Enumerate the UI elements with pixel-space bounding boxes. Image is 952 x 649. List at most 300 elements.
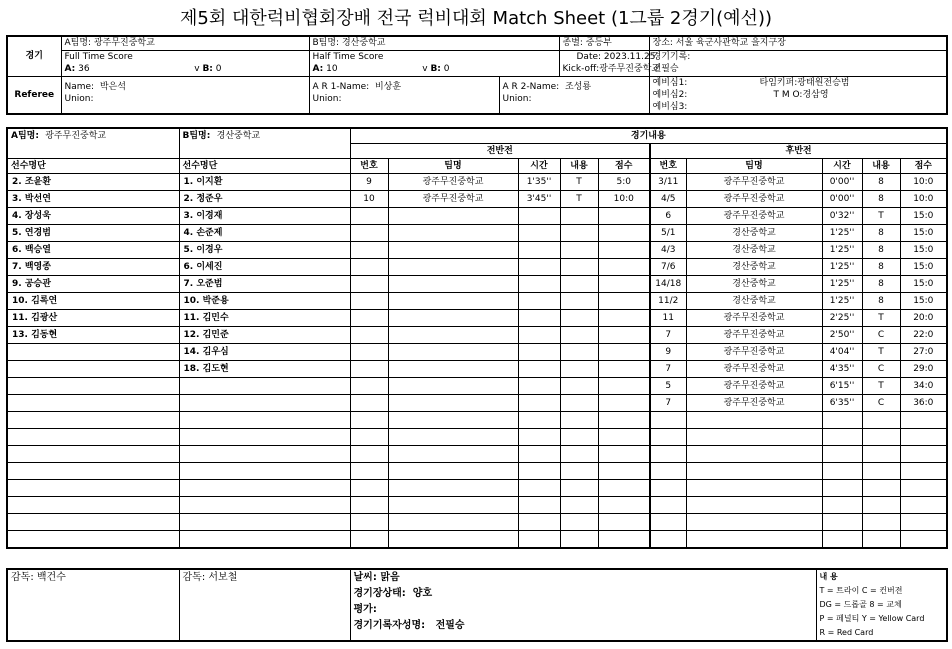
b-player: 4. 손준제 (179, 225, 350, 242)
table-row (7, 208, 947, 225)
col-team: 팀명 (388, 159, 518, 174)
second-half-score: 22:0 (900, 327, 947, 344)
first-half-time: 1'35'' (518, 174, 560, 191)
b-player: 3. 이경재 (179, 208, 350, 225)
second-half-time: 0'00'' (822, 174, 862, 191)
second-half-no (650, 531, 686, 549)
first-half-content (560, 276, 598, 293)
first-half-team (388, 446, 518, 463)
second-half-content: T (862, 208, 900, 225)
first-half-content (560, 208, 598, 225)
b-player: 11. 김민수 (179, 310, 350, 327)
first-half-score (598, 446, 650, 463)
first-half-time (518, 531, 560, 549)
second-half-content: T (862, 310, 900, 327)
b-coach-cell: 감독: 서보철 (179, 569, 350, 641)
table-row (7, 293, 947, 310)
second-half-score: 36:0 (900, 395, 947, 412)
a-player (7, 497, 179, 514)
second-half-team (686, 429, 822, 446)
first-half-no (350, 446, 388, 463)
b-team-name: 경산중학교 (341, 38, 386, 48)
second-half-score: 15:0 (900, 208, 947, 225)
first-half-time (518, 378, 560, 395)
referee-cell: Name: 박은석 Union: (61, 76, 309, 114)
first-half-no (350, 429, 388, 446)
first-half-heading: 전반전 (350, 144, 650, 159)
first-half-time (518, 446, 560, 463)
first-half-score (598, 344, 650, 361)
first-half-team: 광주무진중학교 (388, 191, 518, 208)
first-half-time (518, 242, 560, 259)
second-half-no (650, 446, 686, 463)
second-half-score: 27:0 (900, 344, 947, 361)
b-player (179, 429, 350, 446)
recorder: 전필승 (435, 620, 465, 631)
first-half-time (518, 480, 560, 497)
first-half-score (598, 463, 650, 480)
b-player: 2. 정준우 (179, 191, 350, 208)
second-half-team (686, 497, 822, 514)
b-player (179, 378, 350, 395)
b-team-heading: B팀명: 경산중학교 (179, 128, 350, 159)
second-half-team: 광주무진중학교 (686, 395, 822, 412)
second-half-team (686, 480, 822, 497)
first-half-team (388, 242, 518, 259)
match-content-table (6, 127, 948, 549)
a-player (7, 463, 179, 480)
first-half-no (350, 310, 388, 327)
b-player: 6. 이세진 (179, 259, 350, 276)
second-half-no: 11/2 (650, 293, 686, 310)
first-half-score (598, 259, 650, 276)
a-player (7, 378, 179, 395)
first-half-team (388, 497, 518, 514)
second-half-time (822, 412, 862, 429)
second-half-time: 4'35'' (822, 361, 862, 378)
b-team-cell: B팀명: 경산중학교 (309, 36, 559, 50)
second-half-score (900, 480, 947, 497)
first-half-no (350, 497, 388, 514)
first-half-content (560, 463, 598, 480)
first-half-score (598, 208, 650, 225)
first-half-score (598, 310, 650, 327)
col2-team: 팀명 (686, 159, 822, 174)
a-player: 13. 김동현 (7, 327, 179, 344)
second-half-score: 15:0 (900, 225, 947, 242)
first-half-team (388, 514, 518, 531)
second-half-score: 34:0 (900, 378, 947, 395)
conditions-cell: 날씨: 맑음 경기장상태: 양호 평가: 경기기록자성명: 전필승 (350, 569, 816, 641)
first-half-time (518, 310, 560, 327)
second-half-team (686, 446, 822, 463)
first-half-content (560, 310, 598, 327)
a-player (7, 361, 179, 378)
second-half-team (686, 463, 822, 480)
table-row (7, 327, 947, 344)
second-half-no: 4/5 (650, 191, 686, 208)
second-half-content: 8 (862, 242, 900, 259)
second-half-no: 4/3 (650, 242, 686, 259)
second-half-no: 7 (650, 327, 686, 344)
second-half-no: 7/6 (650, 259, 686, 276)
weather: 맑음 (380, 572, 400, 583)
first-half-team (388, 259, 518, 276)
second-half-team: 경산중학교 (686, 293, 822, 310)
second-half-no: 5 (650, 378, 686, 395)
first-half-team (388, 531, 518, 549)
table-row (7, 514, 947, 531)
second-half-team: 경산중학교 (686, 242, 822, 259)
first-half-score: 10:0 (598, 191, 650, 208)
second-half-content: 8 (862, 259, 900, 276)
second-half-content: 8 (862, 293, 900, 310)
second-half-team: 광주무진중학교 (686, 208, 822, 225)
half-time-score: Half Time Score A: 10 v B: 0 (309, 50, 559, 76)
second-half-team (686, 531, 822, 549)
second-half-score (900, 412, 947, 429)
a-player: 3. 박선연 (7, 191, 179, 208)
first-half-content (560, 293, 598, 310)
first-half-no (350, 361, 388, 378)
first-half-content (560, 378, 598, 395)
second-half-no: 7 (650, 395, 686, 412)
b-player: 12. 김민준 (179, 327, 350, 344)
table-row (7, 310, 947, 327)
second-half-score (900, 531, 947, 549)
game-content-heading: 경기내용 (350, 128, 947, 144)
second-half-score: 15:0 (900, 293, 947, 310)
b-player (179, 395, 350, 412)
second-half-score: 29:0 (900, 361, 947, 378)
first-half-no (350, 463, 388, 480)
first-half-score (598, 531, 650, 549)
second-half-no (650, 514, 686, 531)
second-half-score (900, 446, 947, 463)
a-player: 7. 백영종 (7, 259, 179, 276)
table-row (7, 276, 947, 293)
first-half-score (598, 327, 650, 344)
first-half-content (560, 361, 598, 378)
second-half-score: 10:0 (900, 174, 947, 191)
a-player (7, 531, 179, 549)
second-half-team: 경산중학교 (686, 259, 822, 276)
second-half-team: 경산중학교 (686, 276, 822, 293)
b-coach: 서보철 (208, 572, 238, 583)
first-half-content (560, 514, 598, 531)
first-half-time (518, 497, 560, 514)
a-player (7, 344, 179, 361)
first-half-content (560, 497, 598, 514)
first-half-team (388, 310, 518, 327)
full-time-score: Full Time Score A: 36 v B: 0 (61, 50, 309, 76)
a-player: 9. 공승관 (7, 276, 179, 293)
table-row (7, 378, 947, 395)
tmo: T M O:경삼영 (773, 89, 829, 100)
b-player: 5. 이경우 (179, 242, 350, 259)
first-half-content (560, 259, 598, 276)
second-half-score (900, 514, 947, 531)
second-half-score: 15:0 (900, 242, 947, 259)
footer-table (6, 568, 948, 642)
first-half-team (388, 429, 518, 446)
second-half-team: 광주무진중학교 (686, 327, 822, 344)
second-half-no: 5/1 (650, 225, 686, 242)
b-player: 10. 박준용 (179, 293, 350, 310)
b-player (179, 497, 350, 514)
second-half-team: 광주무진중학교 (686, 174, 822, 191)
first-half-no (350, 531, 388, 549)
second-half-no (650, 412, 686, 429)
game-label: 경기 (7, 36, 61, 76)
second-half-score (900, 429, 947, 446)
second-half-no (650, 429, 686, 446)
col-score: 점수 (598, 159, 650, 174)
first-half-score: 5:0 (598, 174, 650, 191)
first-half-score (598, 497, 650, 514)
a-roster-label: 선수명단 (7, 159, 179, 174)
first-half-team (388, 378, 518, 395)
a-team-heading: A팀명: 광주무진중학교 (7, 128, 179, 159)
second-half-content (862, 514, 900, 531)
first-half-score (598, 225, 650, 242)
first-half-team (388, 276, 518, 293)
second-half-time: 1'25'' (822, 293, 862, 310)
ar2-cell: A R 2-Name: 조성룡 Union: (499, 76, 649, 114)
table-row (7, 497, 947, 514)
referee-label: Referee (7, 76, 61, 114)
first-half-score (598, 378, 650, 395)
col2-score: 점수 (900, 159, 947, 174)
first-half-no (350, 276, 388, 293)
table-row (7, 259, 947, 276)
table-row (7, 191, 947, 208)
second-half-time (822, 446, 862, 463)
first-half-content (560, 225, 598, 242)
second-half-team: 광주무진중학교 (686, 191, 822, 208)
second-half-time: 2'25'' (822, 310, 862, 327)
division-cell: 종별: 중등부 (559, 36, 649, 50)
a-player: 6. 백승열 (7, 242, 179, 259)
second-half-content: C (862, 395, 900, 412)
first-half-content (560, 395, 598, 412)
second-half-content (862, 463, 900, 480)
first-half-no (350, 514, 388, 531)
first-half-content (560, 412, 598, 429)
first-half-content (560, 327, 598, 344)
second-half-content: T (862, 344, 900, 361)
first-half-team (388, 344, 518, 361)
second-half-content: 8 (862, 191, 900, 208)
first-half-no (350, 327, 388, 344)
first-half-no: 10 (350, 191, 388, 208)
record-cell: 경기기록: 전필승 (649, 50, 947, 76)
table-row (7, 395, 947, 412)
second-half-score (900, 463, 947, 480)
first-half-score (598, 395, 650, 412)
col2-time: 시간 (822, 159, 862, 174)
second-half-content (862, 531, 900, 549)
page-title: 제5회 대한럭비협회장배 전국 럭비대회 Match Sheet (1그룹 2경기(예선)) (180, 8, 772, 29)
first-half-time (518, 208, 560, 225)
table-row (7, 344, 947, 361)
table-row (7, 412, 947, 429)
second-half-content (862, 480, 900, 497)
timekeeper: 타임키퍼:광태원전승범 (759, 77, 850, 88)
table-row (7, 174, 947, 191)
a-coach-cell: 감독: 백건수 (7, 569, 179, 641)
first-half-time (518, 293, 560, 310)
second-half-content (862, 412, 900, 429)
second-half-content: 8 (862, 174, 900, 191)
b-player (179, 531, 350, 549)
second-half-time: 1'25'' (822, 276, 862, 293)
second-half-score: 15:0 (900, 259, 947, 276)
b-player: 7. 오준범 (179, 276, 350, 293)
second-half-no (650, 463, 686, 480)
first-half-team (388, 361, 518, 378)
a-team-cell: A팀명: 광주무진중학교 (61, 36, 309, 50)
venue-cell: 장소: 서울 육군사관학교 을지구장 (649, 36, 947, 50)
first-half-score (598, 412, 650, 429)
first-half-content (560, 480, 598, 497)
first-half-team (388, 412, 518, 429)
second-half-team: 경산중학교 (686, 225, 822, 242)
second-half-content: C (862, 327, 900, 344)
table-row (7, 429, 947, 446)
col-no: 번호 (350, 159, 388, 174)
first-half-score (598, 514, 650, 531)
a-player: 10. 김록연 (7, 293, 179, 310)
a-team-name: 광주무진중학교 (93, 38, 155, 48)
first-half-time (518, 344, 560, 361)
a-player: 11. 김광산 (7, 310, 179, 327)
second-half-no: 6 (650, 208, 686, 225)
b-player (179, 514, 350, 531)
first-half-score (598, 293, 650, 310)
second-half-time (822, 463, 862, 480)
first-half-team (388, 225, 518, 242)
first-half-no (350, 259, 388, 276)
first-half-time (518, 361, 560, 378)
first-half-team (388, 480, 518, 497)
second-half-score (900, 497, 947, 514)
second-half-content: T (862, 378, 900, 395)
b-player: 14. 김우심 (179, 344, 350, 361)
first-half-no (350, 395, 388, 412)
second-half-team: 광주무진중학교 (686, 378, 822, 395)
first-half-content (560, 531, 598, 549)
second-half-team: 광주무진중학교 (686, 361, 822, 378)
first-half-time (518, 429, 560, 446)
first-half-no (350, 208, 388, 225)
date-kickoff: Date: 2023.11.25 Kick-off:광주무진중학교 (559, 50, 649, 76)
col-content: 내용 (560, 159, 598, 174)
first-half-time: 3'45'' (518, 191, 560, 208)
first-half-no (350, 412, 388, 429)
first-half-team (388, 327, 518, 344)
first-half-team (388, 293, 518, 310)
second-half-time: 6'15'' (822, 378, 862, 395)
b-player: 1. 이지환 (179, 174, 350, 191)
table-row (7, 225, 947, 242)
a-player (7, 412, 179, 429)
second-half-team (686, 412, 822, 429)
b-player (179, 480, 350, 497)
first-half-time (518, 327, 560, 344)
first-half-no (350, 480, 388, 497)
first-half-no (350, 293, 388, 310)
second-half-time: 1'25'' (822, 225, 862, 242)
first-half-score (598, 361, 650, 378)
b-player (179, 463, 350, 480)
first-half-score (598, 429, 650, 446)
second-half-time (822, 429, 862, 446)
match-header (6, 35, 948, 115)
first-half-score (598, 480, 650, 497)
second-half-content (862, 497, 900, 514)
second-half-team: 광주무진중학교 (686, 344, 822, 361)
legend-cell: 내 용 T = 트라이 C = 컨버젼 DG = 드롭골 8 = 교체 P = 페널티 Y = Yellow Card R = Red Card (816, 569, 947, 641)
a-player: 2. 조윤환 (7, 174, 179, 191)
second-half-team (686, 514, 822, 531)
second-half-score: 15:0 (900, 276, 947, 293)
second-half-no: 14/18 (650, 276, 686, 293)
b-roster-label: 선수명단 (179, 159, 350, 174)
second-half-team: 광주무진중학교 (686, 310, 822, 327)
second-half-time: 2'50'' (822, 327, 862, 344)
second-half-heading: 후반전 (650, 144, 947, 159)
a-coach: 백건수 (36, 572, 66, 583)
second-half-time (822, 497, 862, 514)
b-player (179, 446, 350, 463)
first-half-content (560, 344, 598, 361)
second-half-time: 0'00'' (822, 191, 862, 208)
first-half-time (518, 514, 560, 531)
first-half-no (350, 225, 388, 242)
first-half-team (388, 208, 518, 225)
table-row (7, 480, 947, 497)
first-half-content (560, 446, 598, 463)
second-half-content: 8 (862, 276, 900, 293)
a-player (7, 514, 179, 531)
a-player (7, 395, 179, 412)
col-time: 시간 (518, 159, 560, 174)
first-half-no (350, 378, 388, 395)
first-half-team (388, 395, 518, 412)
first-half-time (518, 395, 560, 412)
reserve-cell: 예비심1: 예비심2: 예비심3: 타임키퍼:광태원전승범 T M O:경삼영 (649, 76, 947, 114)
second-half-time: 0'32'' (822, 208, 862, 225)
first-half-content: T (560, 174, 598, 191)
second-half-time (822, 514, 862, 531)
second-half-time: 1'25'' (822, 259, 862, 276)
first-half-time (518, 225, 560, 242)
first-half-time (518, 276, 560, 293)
second-half-score: 10:0 (900, 191, 947, 208)
b-player (179, 412, 350, 429)
table-row (7, 531, 947, 549)
second-half-score: 20:0 (900, 310, 947, 327)
second-half-content (862, 446, 900, 463)
second-half-content: 8 (862, 225, 900, 242)
second-half-time (822, 480, 862, 497)
a-player (7, 446, 179, 463)
second-half-time: 4'04'' (822, 344, 862, 361)
first-half-no (350, 242, 388, 259)
table-row (7, 242, 947, 259)
table-row (7, 361, 947, 378)
